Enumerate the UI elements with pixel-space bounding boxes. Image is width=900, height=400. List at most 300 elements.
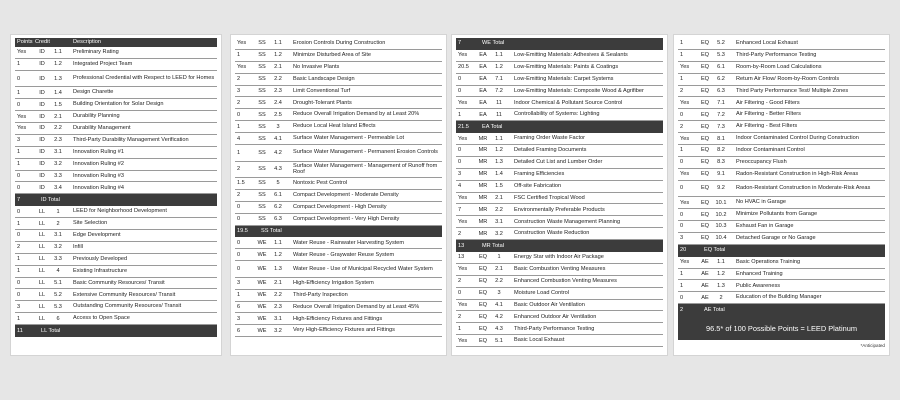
credit-row xyxy=(678,197,885,209)
credit-description: Framing Order Waste Factor xyxy=(514,135,585,142)
credit-category: WE xyxy=(257,315,267,322)
credit-category: ID xyxy=(39,184,45,191)
total-points: 7 xyxy=(458,40,462,47)
total-label: SS Total xyxy=(261,228,282,235)
credit-category: ID xyxy=(39,101,45,108)
credit-row xyxy=(235,145,442,162)
credit-points: 0 xyxy=(17,232,21,239)
credit-category: SS xyxy=(258,192,266,199)
credit-category: EA xyxy=(479,76,487,83)
credit-description: Surface Water Management - Permanent Erosion Controls xyxy=(293,149,438,156)
credit-description: Preoccupancy Flush xyxy=(736,159,787,166)
credit-points: Yes xyxy=(458,52,468,59)
credit-row xyxy=(15,147,217,159)
credit-row xyxy=(235,97,442,109)
credit-category: EQ xyxy=(700,171,710,178)
credit-description: FSC Certified Tropical Wood xyxy=(514,194,585,201)
category-total-row xyxy=(678,245,885,257)
credit-points: Yes xyxy=(237,40,247,47)
credit-row xyxy=(456,228,663,240)
credit-description: Minimize Disturbed Area of Site xyxy=(293,52,372,59)
credit-points: 0 xyxy=(680,211,684,218)
credit-number: 10.2 xyxy=(715,211,727,218)
credit-row xyxy=(15,123,217,135)
credits-column-1 xyxy=(10,34,222,356)
credit-category: EQ xyxy=(700,135,710,142)
credit-points: 7 xyxy=(458,206,462,213)
credit-points: Yes xyxy=(17,49,27,56)
credit-number: 2.2 xyxy=(495,206,503,213)
credit-number: 2 xyxy=(56,220,60,227)
credit-description: Compact Development - Very High Density xyxy=(293,215,400,222)
credit-category: WE xyxy=(257,251,267,258)
credit-description: Third Party Performance Test/ Multiple Zones xyxy=(736,87,849,94)
credit-row xyxy=(15,99,217,111)
credit-points: 3 xyxy=(458,171,462,178)
credit-category: ID xyxy=(39,137,45,144)
credit-row xyxy=(235,261,442,278)
credit-row xyxy=(678,133,885,145)
credit-row xyxy=(15,278,217,290)
credit-description: Enhanced Combustion Venting Measures xyxy=(514,277,617,284)
credit-points: 3 xyxy=(237,88,241,94)
credit-description: Construction Waste Reduction xyxy=(514,230,590,237)
credit-description: Air Filtering - Best Filters xyxy=(736,123,798,130)
credit-description: Low-Emitting Materials: Paints & Coatings xyxy=(514,63,619,70)
credit-row xyxy=(456,288,663,300)
credit-description: Preliminary Rating xyxy=(73,49,119,56)
credit-number: 5.2 xyxy=(54,291,62,298)
credit-points: 1 xyxy=(17,149,21,156)
credit-row xyxy=(235,190,442,202)
credit-category: SS xyxy=(258,99,266,106)
credit-description: Water Reuse - Graywater Reuse System xyxy=(293,251,395,258)
credit-category: SS xyxy=(258,135,266,142)
credit-description: Controllability of Systems: Lighting xyxy=(514,111,600,118)
credit-number: 10.4 xyxy=(715,235,727,242)
credit-number: 1.5 xyxy=(54,101,62,108)
credit-number: 1.4 xyxy=(495,171,503,178)
credit-row xyxy=(15,301,217,313)
credit-points: 2 xyxy=(680,88,684,94)
credit-description: Water Reuse - Use of Municipal Recycled Water System xyxy=(293,265,433,272)
credit-number: 6 xyxy=(56,315,60,322)
credit-description: Radon-Resistant Construction in Moderate-Risk Areas xyxy=(736,185,871,192)
credit-category: WE xyxy=(257,239,267,246)
credit-description: Extensive Community Resources/ Transit xyxy=(73,291,176,298)
credit-points: 0 xyxy=(237,251,241,258)
credit-description: Edge Development xyxy=(73,232,121,239)
credit-number: 5.2 xyxy=(717,40,725,47)
credit-points: 1 xyxy=(237,149,241,156)
credit-description: Innovation Ruling #3 xyxy=(73,172,125,179)
credit-row xyxy=(678,62,885,74)
credit-row xyxy=(678,109,885,121)
credit-category: LL xyxy=(38,303,46,310)
credit-points: 1 xyxy=(680,40,684,47)
credit-row xyxy=(235,38,442,50)
credit-description: Low-Emitting Materials: Carpet Systems xyxy=(514,75,614,82)
credit-points: 1 xyxy=(237,123,241,130)
credit-points: 0 xyxy=(458,76,462,83)
credit-points: 0 xyxy=(680,223,684,230)
credit-category: LL xyxy=(38,291,46,298)
credit-points: 1 xyxy=(680,147,684,154)
credit-number: 1.2 xyxy=(717,270,725,277)
credit-points: 1 xyxy=(17,256,21,263)
credit-number: 3.1 xyxy=(54,149,62,156)
credit-points: 1 xyxy=(17,220,21,227)
credit-row xyxy=(235,109,442,121)
credit-row xyxy=(235,178,442,190)
credit-number: 5.3 xyxy=(54,303,62,310)
credit-description: Detailed Framing Documents xyxy=(514,147,587,154)
category-total-row xyxy=(678,304,885,316)
credit-category: EQ xyxy=(700,211,710,218)
credit-category: EQ xyxy=(478,278,488,285)
credit-number: 1.1 xyxy=(274,239,282,246)
credit-row xyxy=(15,254,217,266)
total-label: MR Total xyxy=(482,242,504,249)
credit-category: MR xyxy=(478,230,488,237)
credit-row xyxy=(456,50,663,62)
credit-row xyxy=(456,62,663,74)
credit-points: 2 xyxy=(458,313,462,320)
credit-description: Previously Developed xyxy=(73,255,128,262)
credit-number: 2.1 xyxy=(54,113,62,120)
credit-points: 4 xyxy=(458,183,462,190)
credit-row xyxy=(456,181,663,193)
credit-category: WE xyxy=(257,327,267,334)
credit-category: LL xyxy=(38,220,46,227)
total-label: ID Total xyxy=(41,196,60,203)
credit-category: SS xyxy=(258,204,266,211)
credit-description: Energy Star with Indoor Air Package xyxy=(514,254,604,261)
credit-description: Access to Open Space xyxy=(73,315,130,322)
credit-description: High-Efficiency Irrigation System xyxy=(293,279,374,286)
header-credit: Credit xyxy=(35,39,50,45)
credit-row xyxy=(235,121,442,133)
credit-description: Exhaust Fan in Garage xyxy=(736,223,794,230)
credit-number: 1.2 xyxy=(495,147,503,154)
credit-category: EQ xyxy=(700,199,710,206)
credit-number: 1.1 xyxy=(274,40,282,47)
credit-category: MR xyxy=(478,206,488,213)
total-label: EQ Total xyxy=(704,247,726,254)
credit-number: 3.1 xyxy=(54,232,62,239)
credit-points: 0 xyxy=(237,266,241,272)
credit-category: MR xyxy=(478,218,488,225)
category-total-row xyxy=(15,325,217,337)
credit-row xyxy=(678,257,885,269)
credit-description: Water Reuse - Rainwater Harvesting System xyxy=(293,239,405,246)
credit-row xyxy=(678,121,885,133)
credit-number: 2.2 xyxy=(274,292,282,299)
credit-number: 6.2 xyxy=(274,204,282,211)
credit-points: 1.5 xyxy=(237,180,245,187)
credit-row xyxy=(456,264,663,276)
credit-category: ID xyxy=(39,161,45,168)
credit-points: 0 xyxy=(17,172,21,179)
credit-description: Basic Combustion Venting Measures xyxy=(514,266,606,273)
credit-number: 7.1 xyxy=(495,76,503,83)
credit-row xyxy=(456,193,663,205)
credit-number: 2.3 xyxy=(274,88,282,94)
credit-description: No Invasive Plants xyxy=(293,63,340,70)
credit-number: 3.2 xyxy=(54,244,62,251)
credit-row xyxy=(235,278,442,290)
credit-description: Environmentally Preferable Products xyxy=(514,206,605,213)
credit-points: 0 xyxy=(237,111,241,118)
credit-row xyxy=(678,292,885,304)
credit-number: 4 xyxy=(56,268,60,275)
credit-description: Outstanding Community Resources/ Transit xyxy=(73,303,182,310)
credit-number: 6.2 xyxy=(717,76,725,83)
credit-row xyxy=(235,237,442,249)
credit-description: No HVAC in Garage xyxy=(736,199,786,206)
credit-description: Public Awareness xyxy=(736,282,781,289)
credit-row xyxy=(456,145,663,157)
credit-category: EQ xyxy=(700,111,710,118)
credit-category: LL xyxy=(38,279,46,286)
credit-points: Yes xyxy=(458,195,468,202)
credit-number: 1.2 xyxy=(274,251,282,258)
credit-description: Erosion Controls During Construction xyxy=(293,40,386,47)
credit-description: Surface Water Management - Permeable Lot xyxy=(293,135,405,142)
credit-description: Indoor Contaminated Control During Construction xyxy=(736,135,859,142)
credit-description: Basic Outdoor Air Ventilation xyxy=(514,301,585,308)
category-total-row xyxy=(456,38,663,50)
credit-category: ID xyxy=(39,75,45,82)
credit-number: 4.1 xyxy=(274,135,282,142)
credit-description: Detailed Cut List and Lumber Order xyxy=(514,159,603,166)
credit-description: Enhanced Local Exhaust xyxy=(736,40,798,47)
credit-category: EQ xyxy=(700,159,710,166)
credit-number: 3.2 xyxy=(54,161,62,168)
total-label: AE Total xyxy=(704,306,725,313)
credit-number: 6.3 xyxy=(274,216,282,223)
credit-row xyxy=(235,325,442,337)
credit-points: 2 xyxy=(237,99,241,106)
credit-row xyxy=(456,323,663,335)
credit-category: WE xyxy=(257,303,267,310)
credit-category: WE xyxy=(257,292,267,299)
credit-row xyxy=(235,214,442,226)
credit-category: MR xyxy=(478,183,488,190)
credit-points: Yes xyxy=(237,64,247,71)
credit-description: Third-Party Performance Testing xyxy=(736,52,817,59)
credit-description: Building Orientation for Solar Design xyxy=(73,101,164,108)
credit-points: 2 xyxy=(237,76,241,83)
credit-number: 1.1 xyxy=(495,135,503,142)
credit-points: 0 xyxy=(17,184,21,191)
credit-number: 1.5 xyxy=(495,183,503,190)
credit-category: LL xyxy=(38,232,46,239)
credit-category: WE xyxy=(257,266,267,272)
credit-row xyxy=(456,97,663,109)
credit-number: 5.1 xyxy=(54,279,62,286)
credit-description: Enhanced Training xyxy=(736,270,783,277)
total-label: WE Total xyxy=(482,40,505,47)
credit-number: 4.2 xyxy=(495,313,503,320)
credit-description: Indoor Contaminant Control xyxy=(736,147,805,154)
credit-number: 4.3 xyxy=(274,166,282,173)
credit-number: 6.1 xyxy=(274,192,282,199)
credit-points: Yes xyxy=(680,99,690,106)
credit-description: Return Air Flow/ Room-by-Room Controls xyxy=(736,75,840,82)
credit-description: Off-site Fabrication xyxy=(514,182,562,189)
credit-number: 2.2 xyxy=(495,278,503,285)
credit-category: EQ xyxy=(700,76,710,83)
credit-number: 3.1 xyxy=(495,218,503,225)
credit-category: LL xyxy=(38,208,46,215)
credit-number: 3.2 xyxy=(495,230,503,237)
credit-row xyxy=(15,218,217,230)
credit-points: 1 xyxy=(680,282,684,289)
credit-points: 20.5 xyxy=(458,64,469,71)
credit-description: Education of the Building Manager xyxy=(736,294,822,301)
credit-description: Innovation Ruling #4 xyxy=(73,184,125,191)
credit-category: ID xyxy=(39,149,45,156)
category-total-row xyxy=(456,240,663,252)
category-total-row xyxy=(235,226,442,238)
credit-number: 1.1 xyxy=(495,52,503,59)
credit-category: MR xyxy=(478,147,488,154)
credit-number: 1.3 xyxy=(274,266,282,272)
credit-points: 1 xyxy=(17,161,21,168)
credit-category: AE xyxy=(701,294,709,301)
credit-category: EQ xyxy=(700,52,710,59)
credit-points: Yes xyxy=(680,64,690,71)
credit-points: 0 xyxy=(680,294,684,301)
final-score xyxy=(678,316,885,340)
credit-points: 3 xyxy=(680,235,684,242)
credit-points: Yes xyxy=(680,259,690,266)
credit-category: ID xyxy=(39,49,45,56)
credit-number: 1.2 xyxy=(274,52,282,59)
credit-number: 1.2 xyxy=(495,64,503,71)
credit-row xyxy=(456,204,663,216)
credit-number: 1.4 xyxy=(54,89,62,96)
credit-row xyxy=(15,242,217,254)
credit-points: Yes xyxy=(458,99,468,106)
credit-description: Reduce Local Heat Island Effects xyxy=(293,123,376,130)
credit-description: Durability Planning xyxy=(73,113,120,120)
credit-row xyxy=(235,313,442,325)
header-points: Points xyxy=(17,39,33,45)
credit-points: Yes xyxy=(17,125,27,132)
credit-description: Innovation Ruling #1 xyxy=(73,148,125,155)
credit-category: ID xyxy=(39,113,45,120)
credit-description: Enhanced Outdoor Air Ventilation xyxy=(514,313,597,320)
credit-points: 3 xyxy=(17,303,21,310)
credit-row xyxy=(456,169,663,181)
credit-row xyxy=(15,59,217,71)
credit-category: EQ xyxy=(478,290,488,297)
credit-points: Yes xyxy=(458,302,468,309)
credit-number: 3 xyxy=(276,123,280,130)
credit-number: 1 xyxy=(56,208,60,215)
credit-points: 3 xyxy=(237,315,241,322)
credit-points: 0 xyxy=(458,290,462,297)
credit-row xyxy=(456,335,663,347)
credit-row xyxy=(235,162,442,179)
credit-description: Innovation Ruling #2 xyxy=(73,160,125,167)
credit-points: 0 xyxy=(680,111,684,118)
total-points: 21.5 xyxy=(458,123,469,130)
credit-description: Compact Development - Moderate Density xyxy=(293,192,399,199)
credit-category: EQ xyxy=(700,223,710,230)
category-total-row xyxy=(456,121,663,133)
credit-row xyxy=(235,302,442,314)
credit-points: 1 xyxy=(17,89,21,96)
credit-points: Yes xyxy=(680,199,690,206)
credit-category: EQ xyxy=(478,325,488,332)
credit-number: 2.1 xyxy=(495,266,503,273)
credit-number: 2.4 xyxy=(274,99,282,106)
credit-row xyxy=(678,50,885,62)
credit-points: 1 xyxy=(17,315,21,322)
credit-description: Reduce Overall Irrigation Demand by at Least 45% xyxy=(293,303,420,310)
credit-points: 0 xyxy=(17,208,21,215)
credit-category: ID xyxy=(39,61,45,68)
credit-row xyxy=(678,157,885,169)
credit-description: Nontoxic Pest Control xyxy=(293,180,348,187)
credit-description: Construction Waste Management Planning xyxy=(514,218,621,225)
credit-number: 1.1 xyxy=(54,49,62,56)
credit-points: Yes xyxy=(458,337,468,344)
credit-row xyxy=(15,171,217,183)
credit-row xyxy=(678,209,885,221)
credit-number: 1 xyxy=(497,254,501,261)
total-points: 20 xyxy=(680,247,687,254)
credit-number: 3.2 xyxy=(274,327,282,334)
credit-row xyxy=(15,313,217,325)
credit-points: 1 xyxy=(458,111,462,118)
credit-number: 1.3 xyxy=(495,159,503,166)
credit-points: 0 xyxy=(680,185,684,192)
credit-number: 3.1 xyxy=(274,315,282,322)
credit-category: LL xyxy=(38,244,46,251)
credit-points: 2 xyxy=(680,123,684,130)
total-label: LL Total xyxy=(41,327,61,334)
credit-category: SS xyxy=(258,180,266,187)
credit-points: 1 xyxy=(458,325,462,332)
credit-row xyxy=(678,233,885,245)
credit-number: 4.3 xyxy=(495,325,503,332)
credit-number: 11 xyxy=(496,99,502,106)
credit-description: LEED for Neighborhood Development xyxy=(73,208,167,215)
credit-row xyxy=(15,266,217,278)
credit-points: 0 xyxy=(458,88,462,94)
credit-category: EA xyxy=(479,99,487,106)
credit-number: 9.2 xyxy=(717,185,725,192)
credit-category: EA xyxy=(479,52,487,59)
credit-number: 6.3 xyxy=(717,88,725,94)
credit-category: EQ xyxy=(700,123,710,130)
total-points: 2 xyxy=(680,306,684,313)
credit-row xyxy=(456,109,663,121)
credit-row xyxy=(235,62,442,74)
credit-row xyxy=(678,181,885,198)
credit-category: SS xyxy=(258,88,266,94)
credit-description: Existing Infrastructure xyxy=(73,267,128,274)
credit-description: Minimize Pollutants from Garage xyxy=(736,211,818,218)
credit-category: EQ xyxy=(700,64,710,71)
credit-category: SS xyxy=(258,64,266,71)
credit-category: MR xyxy=(478,135,488,142)
credit-points: Yes xyxy=(458,135,468,142)
